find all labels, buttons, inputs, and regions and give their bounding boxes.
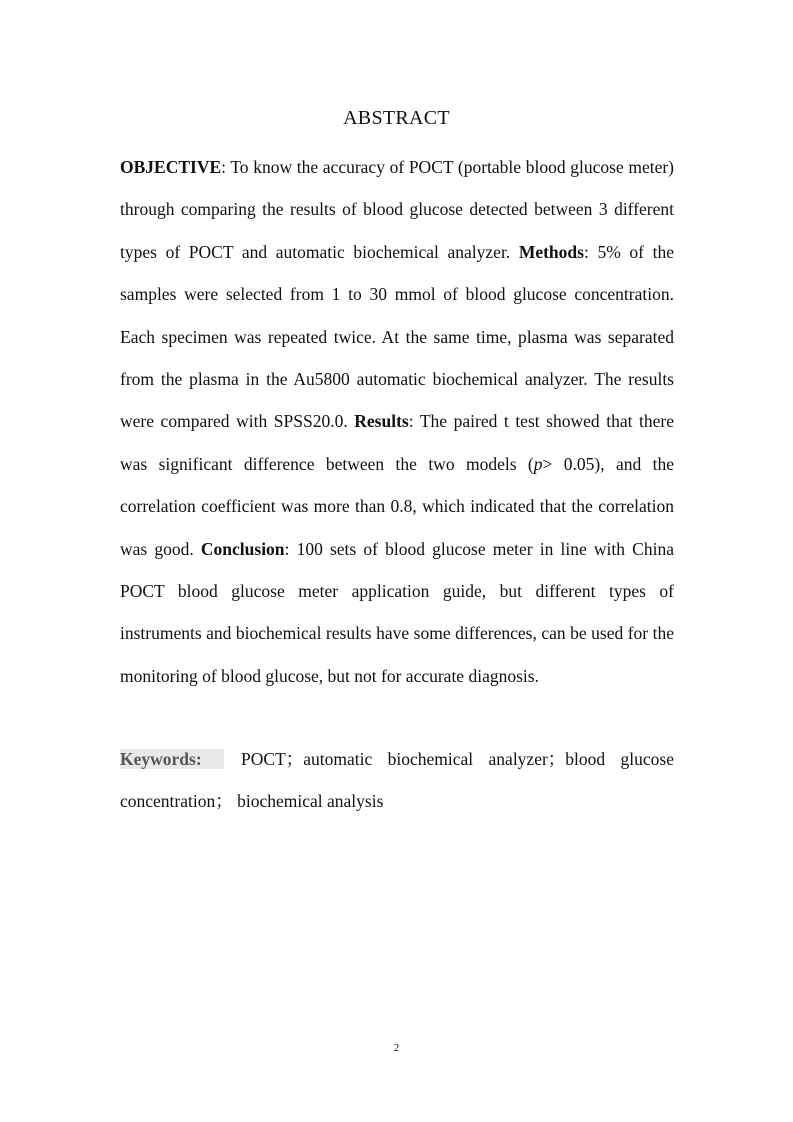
conclusion-text: : 100 sets of blood glucose meter in line with China POCT blood glucose meter application guide, but different types of instruments and biochemical results have some differences, can be used for the monitoring of blood glucose, but not for accurate diagnosis. <box>120 538 674 686</box>
keywords-label: Keywords: <box>120 749 224 769</box>
methods-label: Methods <box>518 241 584 262</box>
abstract-paragraph <box>120 146 674 697</box>
conclusion-label: Conclusion <box>200 538 285 559</box>
p-value-symbol: p <box>533 453 543 474</box>
objective-label: OBJECTIVE <box>120 157 222 177</box>
page-title: ABSTRACT <box>343 107 450 129</box>
objective-text: : To know the accuracy of POCT (portable blood glucose meter) through comparing the results of blood glucose detected between 3 different types of POCT and automatic biochemical analyzer. <box>120 157 674 262</box>
keywords-line <box>120 738 674 823</box>
results-label: Results <box>354 411 409 432</box>
results-text: : The paired t test showed that there was significant difference between the two models ( <box>120 411 674 474</box>
page-number: 2 <box>393 1042 400 1054</box>
results-text-continued: > 0.05), and the correlation coefficient was more than 0.8, which indicated that the correlation was good. <box>120 453 674 559</box>
methods-text: : 5% of the samples were selected from 1 to 30 mmol of blood glucose concentration. Each specimen was repeated twice. At the same time, plasma was separated from the plasma in the Au5800 automatic biochemical analyzer. The results were compared with SPSS20.0. <box>120 241 674 432</box>
keywords-value: POCT；automatic biochemical analyzer；blood glucose concentration； biochemical analysis <box>120 749 674 812</box>
